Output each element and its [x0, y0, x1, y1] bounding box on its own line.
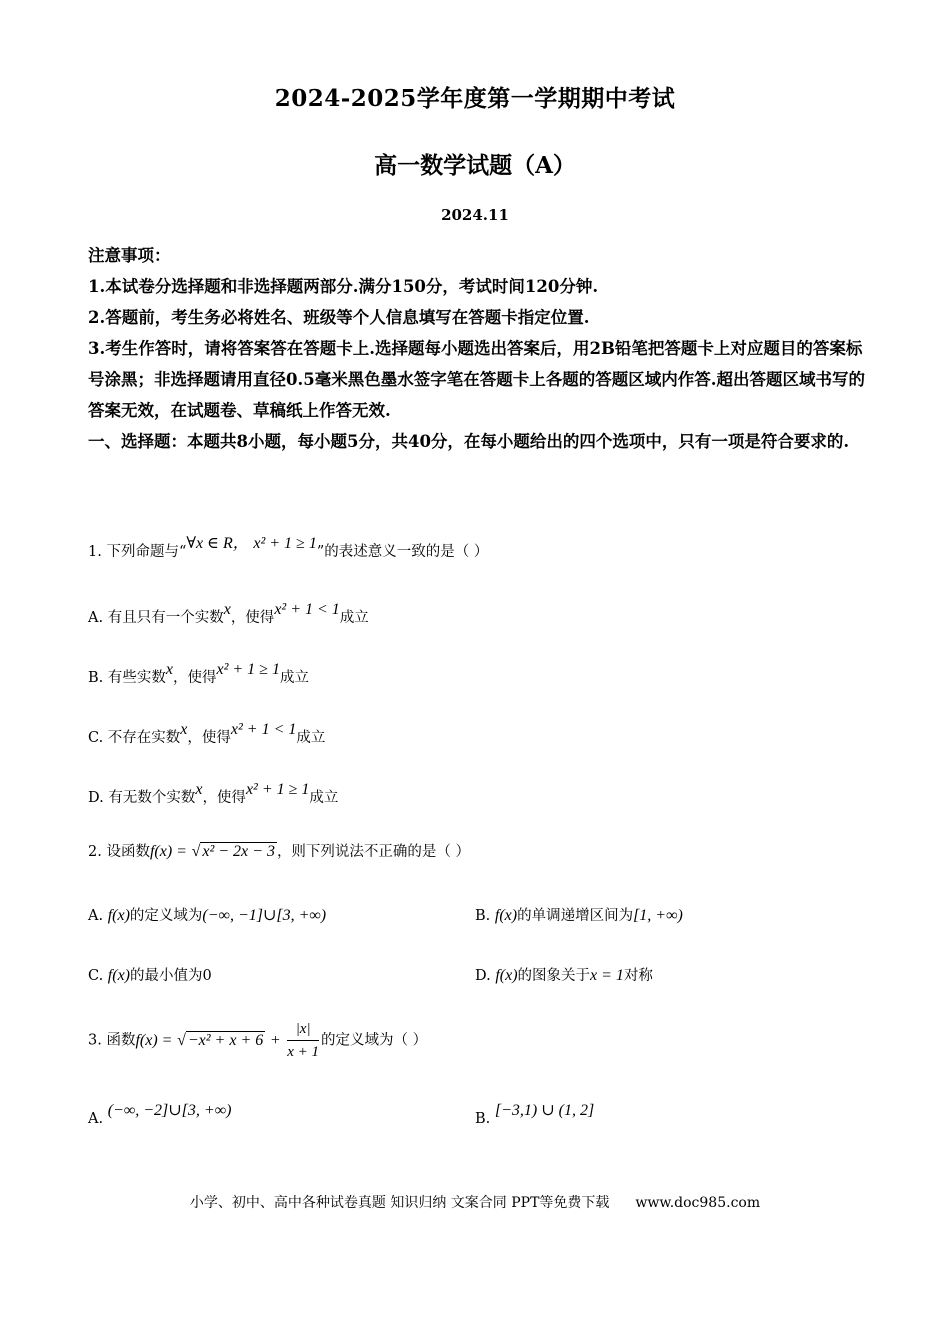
q3-sqrt: √ −x² + x + 6 — [177, 1031, 264, 1049]
page-footer — [0, 1192, 950, 1212]
q1-prefix: 1. 下列命题与“ — [88, 544, 187, 560]
notes-item-2: 2.答题前，考生务必将姓名、班级等个人信息填写在答题卡指定位置. — [88, 308, 590, 327]
notes-section — [88, 240, 868, 457]
q1-option-b: B. 有些实数x，使得x² + 1 ≥ 1成立 — [88, 661, 309, 686]
section-1-heading: 一、选择题：本题共8小题，每小题5分，共40分，在每小题给出的四个选项中，只有一项是符合要求的. — [88, 432, 850, 451]
q3-function: f(x) = — [135, 1031, 173, 1049]
q2-option-d: D. f(x)的图象关于x = 1对称 — [475, 967, 653, 984]
footer-text: 小学、初中、高中各种试卷真题 知识归纳 文案合同 PPT等免费下载 — [189, 1195, 610, 1211]
exam-date: 2024.11 — [441, 206, 509, 224]
q2-option-c: C. f(x)的最小值为0 — [88, 967, 212, 984]
q2-option-b: B. f(x)的单调递增区间为[1, +∞) — [475, 907, 683, 924]
q1-math-forall: ∀x ∈ R， — [186, 535, 249, 552]
question-1 — [88, 535, 489, 561]
notes-item-3: 3.考生作答时，请将答案答在答题卡上.选择题每小题选出答案后，用2B铅笔把答题卡上对应题目的答案标号涂黑；非选择题请用直径0.5毫米黑色墨水签字笔在答题卡上各题的答题区域内作答.超出答题区域书写的答案无效，在试题卷、草稿纸上作答无效. — [88, 339, 865, 420]
exam-title: 2024-2025学年度第一学期期中考试 — [274, 85, 676, 112]
notes-heading: 注意事项： — [88, 246, 171, 265]
q1-option-d: D. 有无数个实数x，使得x² + 1 ≥ 1成立 — [88, 781, 339, 806]
q2-sqrt: √ x² − 2x − 3 — [191, 843, 275, 860]
q3-fraction: $\frac{|x|}{x + 1}$ — [287, 1018, 319, 1063]
q3-option-a: A. (−∞, −2]∪[3, +∞) — [88, 1102, 232, 1127]
footer-url[interactable]: www.doc985.com — [635, 1195, 761, 1211]
question-2: 2. 设函数f(x) = √ x² − 2x − 3 ，则下列说法不正确的是（ ） — [88, 843, 471, 860]
question-3: 3. 函数f(x) = √ −x² + x + 6 + $\frac{|x|}{x + 1}$ 的定义域为（ ） — [88, 1018, 427, 1063]
q2-function: f(x) = — [149, 843, 187, 860]
q1-option-a: A. 有且只有一个实数x，使得x² + 1 < 1成立 — [88, 601, 369, 626]
exam-subtitle: 高一数学试题（A） — [374, 152, 576, 179]
notes-item-1: 1.本试卷分选择题和非选择题两部分.满分150分，考试时间120分钟. — [88, 277, 599, 296]
q3-option-b: B. [−3,1) ∪ (1, 2] — [475, 1102, 595, 1127]
q1-suffix: ”的表述意义一致的是（ ） — [316, 544, 489, 560]
q1-option-c: C. 不存在实数x，使得x² + 1 < 1成立 — [88, 721, 326, 746]
q2-option-a: A. f(x)的定义域为(−∞, −1]∪[3, +∞) — [88, 907, 327, 924]
q1-math-inequality: x² + 1 ≥ 1 — [253, 535, 317, 552]
